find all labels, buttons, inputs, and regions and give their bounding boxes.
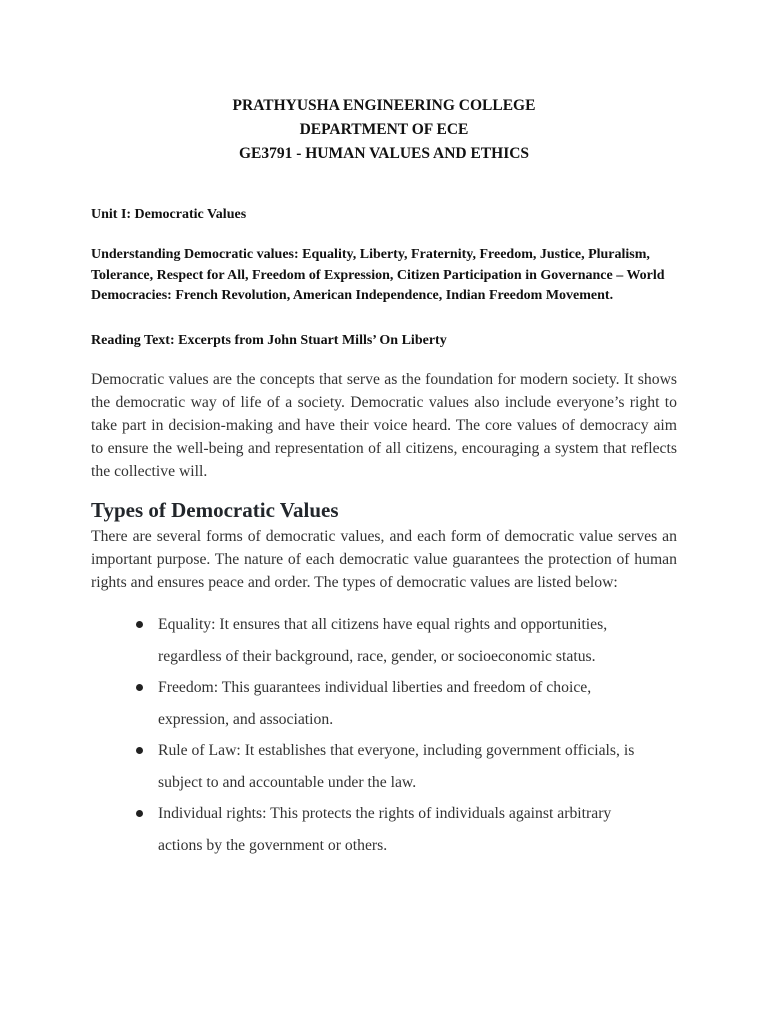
department-name: DEPARTMENT OF ECE xyxy=(299,121,469,138)
course-title: GE3791 - HUMAN VALUES AND ETHICS xyxy=(238,145,530,162)
intro-paragraph: Democratic values are the concepts that serve as the foundation for modern society. It shows the democratic way of life of a society. Democratic values also include everyone’s right to take part in decision-making and have their voice heard. The core values of democracy aim to ensure the well-being and representation of all citizens, encouraging a system that reflects the collective will. xyxy=(91,370,677,481)
section-heading: Types of Democratic Values xyxy=(91,497,339,522)
list-item-line: actions by the government or others. xyxy=(158,837,388,855)
unit-title: Unit I: Democratic Values xyxy=(91,207,247,222)
list-item-line: subject to and accountable under the law. xyxy=(158,774,417,792)
democratic-values-list xyxy=(91,609,677,862)
bullet-icon xyxy=(136,621,143,628)
list-item-line: regardless of their background, race, gender, or socioeconomic status. xyxy=(158,648,596,666)
list-item-line: Equality: It ensures that all citizens have equal rights and opportunities, xyxy=(158,616,608,634)
list-item-line: expression, and association. xyxy=(158,711,334,729)
list-item-line: Individual rights: This protects the rights of individuals against arbitrary xyxy=(158,805,612,823)
list-item xyxy=(91,735,677,799)
document-header xyxy=(91,94,677,166)
list-item-line: Rule of Law: It establishes that everyone, including government officials, is xyxy=(158,742,635,760)
bullet-icon xyxy=(136,684,143,691)
list-item xyxy=(91,609,677,673)
reading-text: Reading Text: Excerpts from John Stuart Mills’ On Liberty xyxy=(91,332,447,348)
bullet-icon xyxy=(136,747,143,754)
list-item-line: Freedom: This guarantees individual liberties and freedom of choice, xyxy=(158,679,592,697)
bullet-icon xyxy=(136,810,143,817)
syllabus-text: Understanding Democratic values: Equality, Liberty, Fraternity, Freedom, Justice, Pluralism, Tolerance, Respect for All, Freedom of Expression, Citizen Participation in Governance – World Democracies: French Revolution, American Independence, Indian Freedom Movement. xyxy=(91,247,665,303)
list-item xyxy=(91,672,677,736)
section-paragraph: There are several forms of democratic values, and each form of democratic value serves an important purpose. The nature of each democratic value guarantees the protection of human rights and ensures peace and order. The types of democratic values are listed below: xyxy=(91,527,677,591)
list-item xyxy=(91,798,677,862)
college-name: PRATHYUSHA ENGINEERING COLLEGE xyxy=(232,97,536,114)
